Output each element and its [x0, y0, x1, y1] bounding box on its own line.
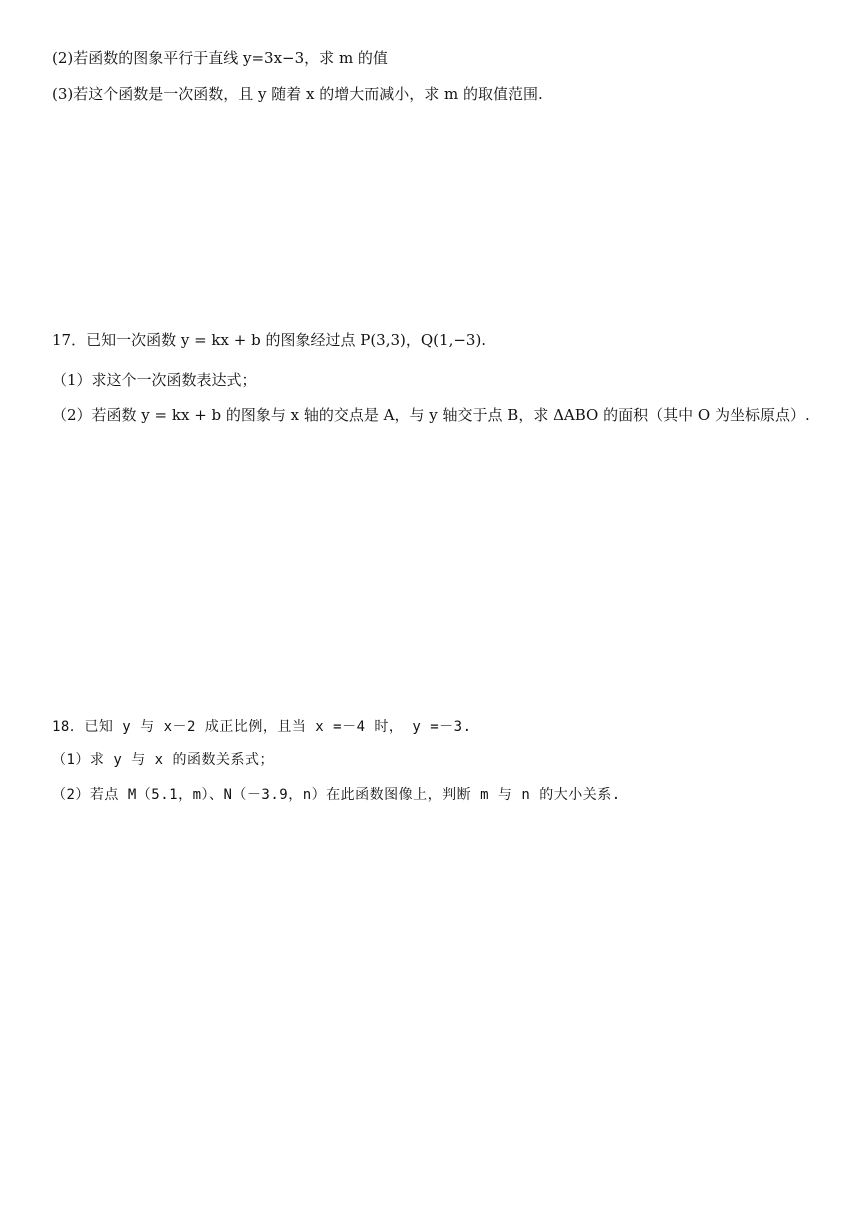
q18-part-2: （2）若点 M（5.1，m）、N（－3.9，n）在此函数图像上，判断 m 与 n 的大小关系. [52, 787, 621, 803]
q18-stem: 18．已知 y 与 x－2 成正比例，且当 x =－4 时， y =－3. [52, 719, 472, 735]
part-a-item-2: (2)若函数的图象平行于直线 y=3x−3，求 m 的值 [52, 49, 388, 67]
q17-part-2: （2）若函数 y = kx + b 的图象与 x 轴的交点是 A，与 y 轴交于点 B，求 ΔABO 的面积（其中 O 为坐标原点）. [52, 406, 810, 424]
part-a-item-3: (3)若这个函数是一次函数，且 y 随着 x 的增大而减小，求 m 的取值范围. [52, 85, 543, 103]
q17-part-1: （1）求这个一次函数表达式； [52, 371, 257, 389]
q17-stem: 17．已知一次函数 y = kx + b 的图象经过点 P(3,3)，Q(1,−3). [52, 331, 487, 349]
q18-part-1: （1）求 y 与 x 的函数关系式； [52, 752, 275, 768]
